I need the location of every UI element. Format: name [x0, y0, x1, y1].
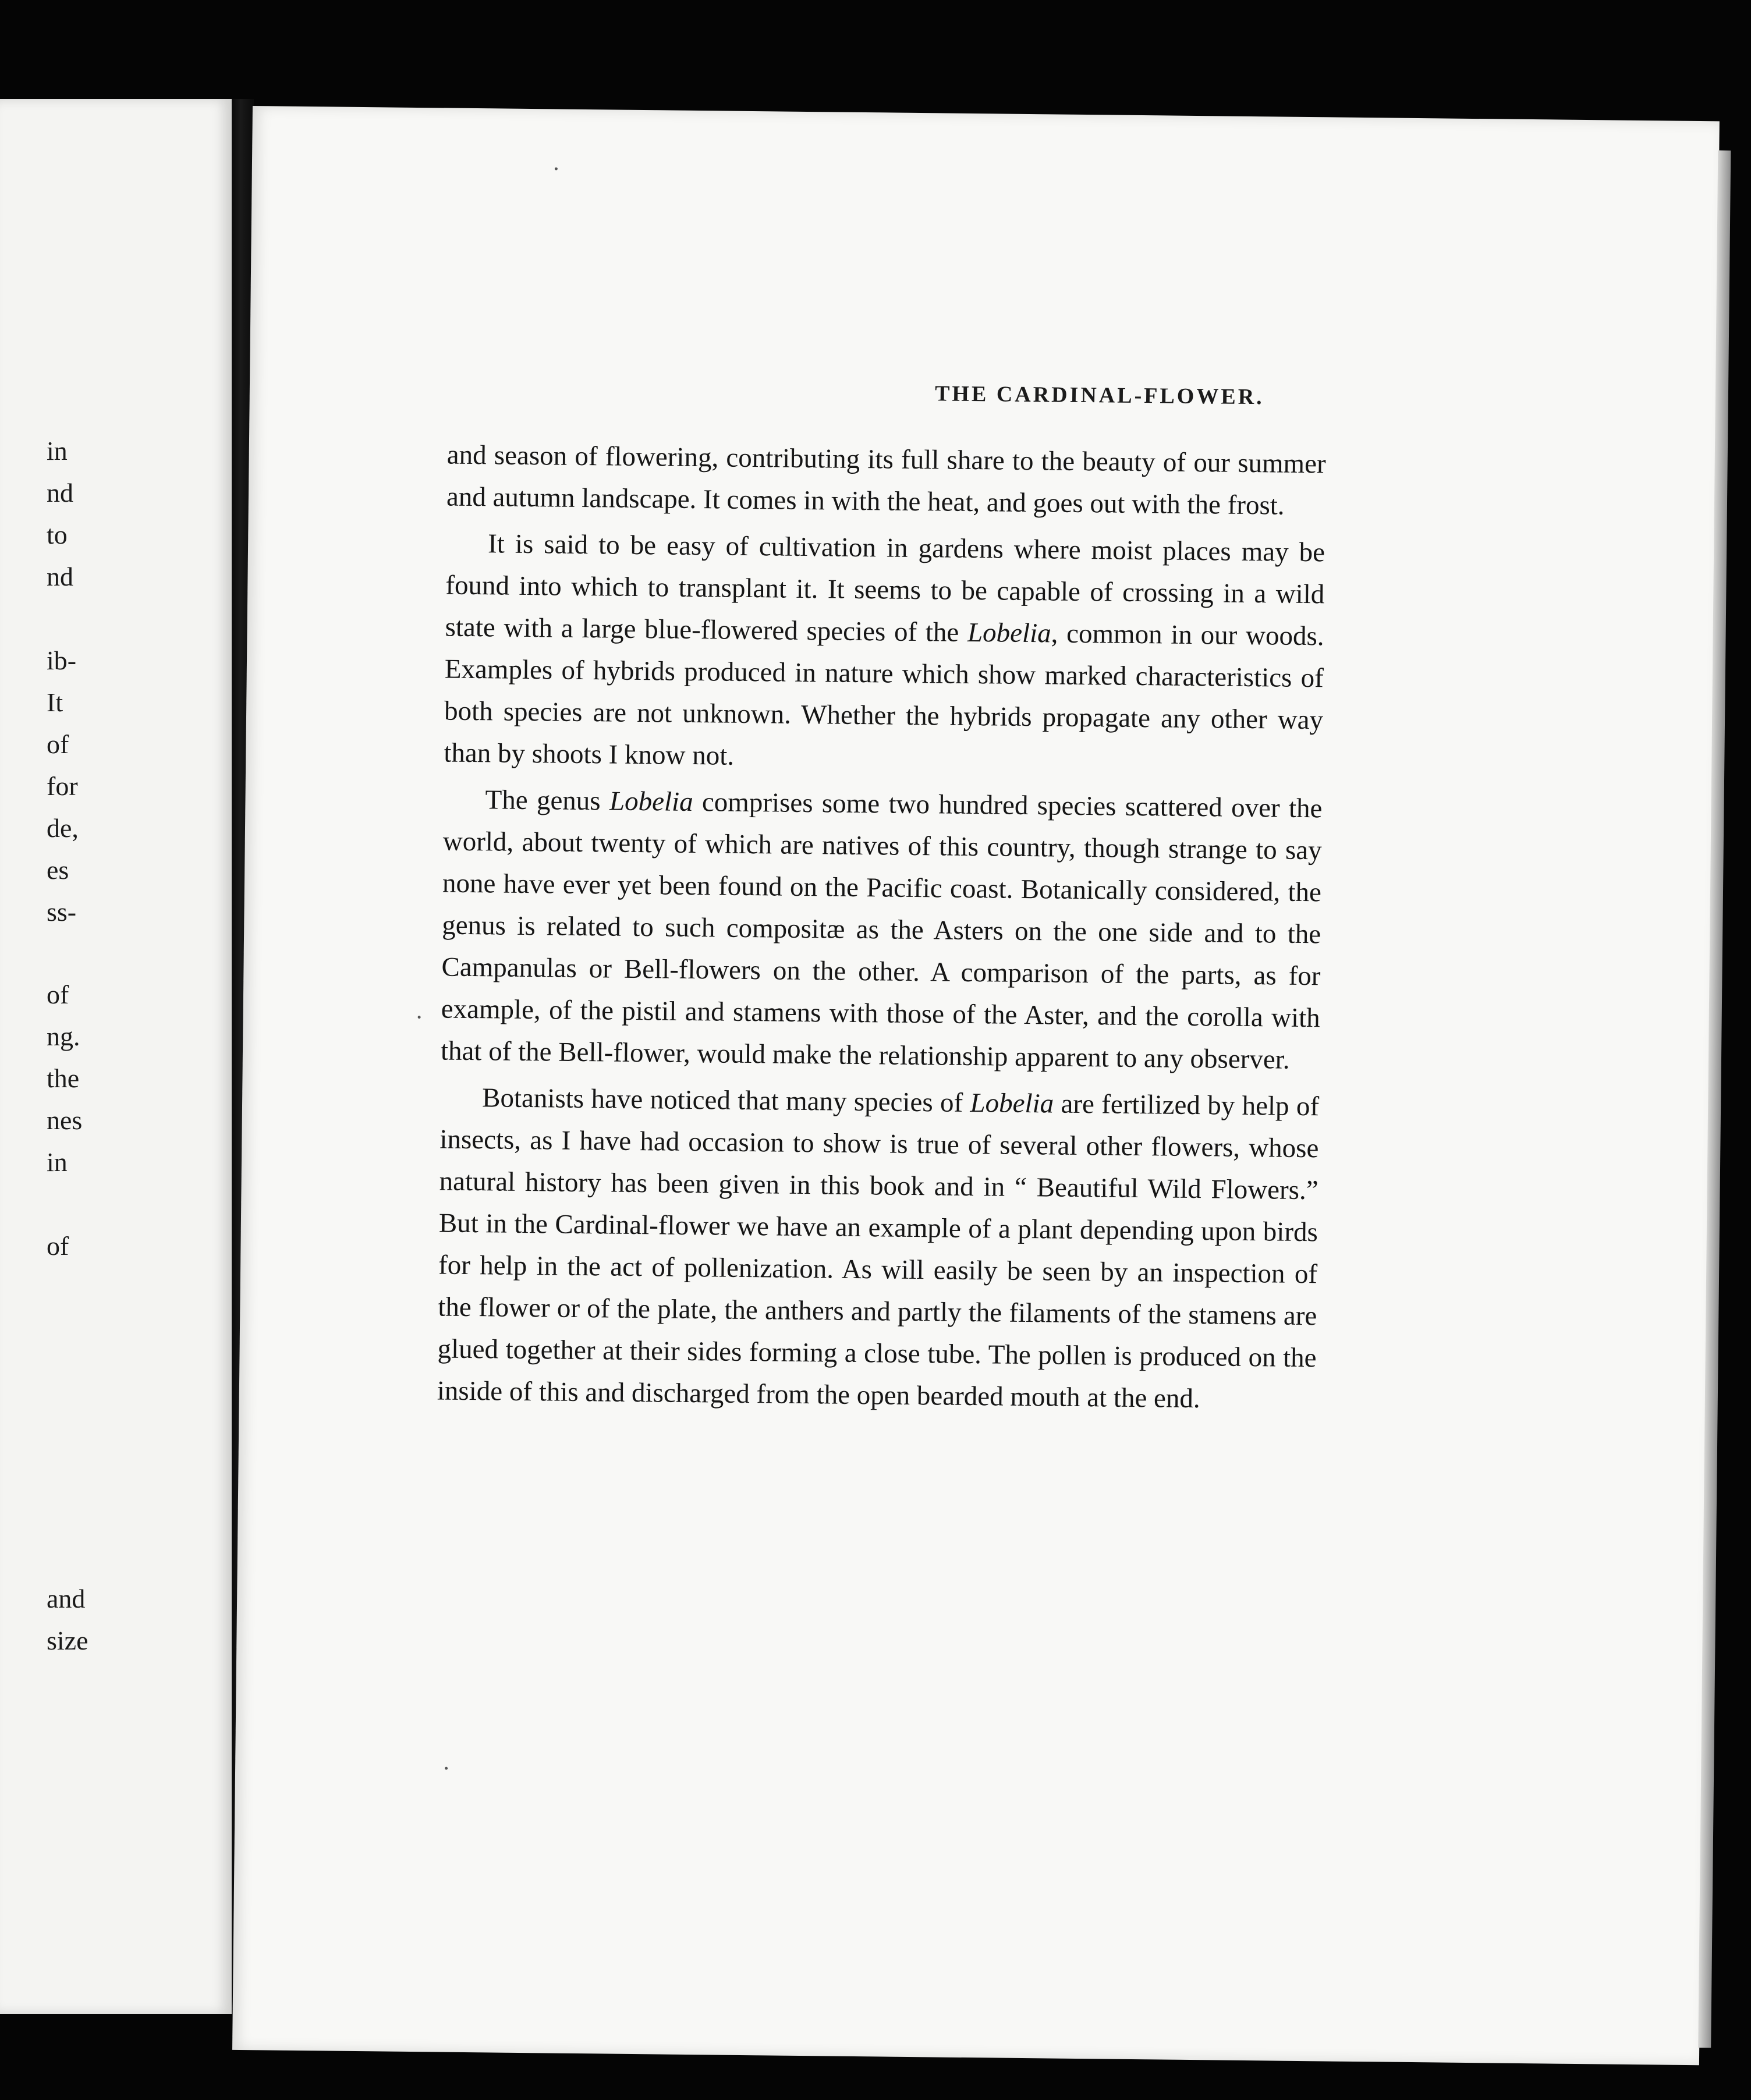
- italic-genus-name: Lobelia: [967, 617, 1051, 649]
- left-fragment: nes: [47, 1105, 83, 1135]
- paragraph-text: Botanists have noticed that many species of: [481, 1083, 970, 1118]
- running-head: THE CARDINAL-FLOWER.: [934, 381, 1264, 410]
- left-fragment: to: [47, 520, 68, 549]
- right-page: [232, 106, 1720, 2065]
- body-text: [437, 434, 1326, 1426]
- page-edge: [1698, 150, 1731, 2048]
- left-fragment: for: [47, 771, 78, 801]
- left-fragment: the: [47, 1063, 80, 1093]
- left-fragment: ib-: [47, 645, 77, 675]
- paragraph-text: and season of flowering, contributing its full share to the beauty of our summer and autumn landscape. It comes in with the heat, and goes out with the frost.: [446, 439, 1326, 521]
- left-fragment: It: [47, 687, 63, 717]
- paragraph: [444, 523, 1325, 783]
- left-fragment: in: [47, 1147, 68, 1177]
- italic-genus-name: Lobelia: [609, 786, 693, 817]
- paragraph: [446, 434, 1326, 527]
- left-fragment: of: [47, 729, 69, 759]
- left-page-text-fragments: [0, 99, 232, 2014]
- left-fragment: es: [47, 855, 69, 885]
- paragraph: [441, 778, 1323, 1081]
- left-fragment: ss-: [47, 897, 77, 927]
- paragraph-text: are fertilized by help of insects, as I have had occasion to show is true of several other flowers, whose natural history has been given in this book and in “ Beautiful Wild Flowers.” But in the Cardinal-flower we have an example of a plant depending upon birds for help in the act of pollenization. As will easily be seen by an inspection of the flower or of the plate, the anthers and partly the filaments of the stamens are glued together at their sides forming a close tube. The pollen is produced on the inside of this and discharged from the open bearded mouth at the end.: [437, 1088, 1320, 1414]
- paper-speck: [445, 1767, 448, 1770]
- left-fragment: of: [47, 980, 69, 1009]
- left-fragment: nd: [47, 562, 73, 591]
- left-fragment: de,: [47, 813, 79, 843]
- paragraph: [437, 1076, 1320, 1421]
- paper-speck: [555, 167, 558, 170]
- paper-speck: [418, 1016, 421, 1019]
- left-fragment: in: [47, 436, 68, 466]
- left-fragment: of: [47, 1231, 69, 1261]
- left-fragment: and: [47, 1584, 86, 1613]
- paragraph-text: comprises some two hundred species scattered over the world, about twenty of which are natives of this country, though strange to say none have ever yet been found on the Pacific coast. Botanically considered, the genus is related to such compositæ as the Asters on the one side and to the Campanulas or Bell-flowers on the other. A comparison of the parts, as for example, of the pistil and stamens with those of the Aster, and the corolla with that of the Bell-flower, would make the relationship apparent to any observer.: [440, 786, 1323, 1075]
- paragraph-text: The genus: [485, 785, 610, 817]
- left-page: [0, 99, 232, 2014]
- left-fragment: size: [47, 1626, 88, 1655]
- left-fragment: nd: [47, 478, 73, 508]
- paragraph-text: , common in our woods. Examples of hybrids produced in nature which show marked characteristics of both species are not unknown. Whether the hybrids propagate any other way than by shoots I know not.: [444, 618, 1324, 771]
- paragraph-text: It is said to be easy of cultivation in gardens where moist places may be found into which to transplant it. It seems to be capable of crossing in a wild state with a large blue-flowered species of the: [445, 528, 1325, 648]
- italic-genus-name: Lobelia: [970, 1088, 1054, 1119]
- left-fragment: ng.: [47, 1021, 80, 1051]
